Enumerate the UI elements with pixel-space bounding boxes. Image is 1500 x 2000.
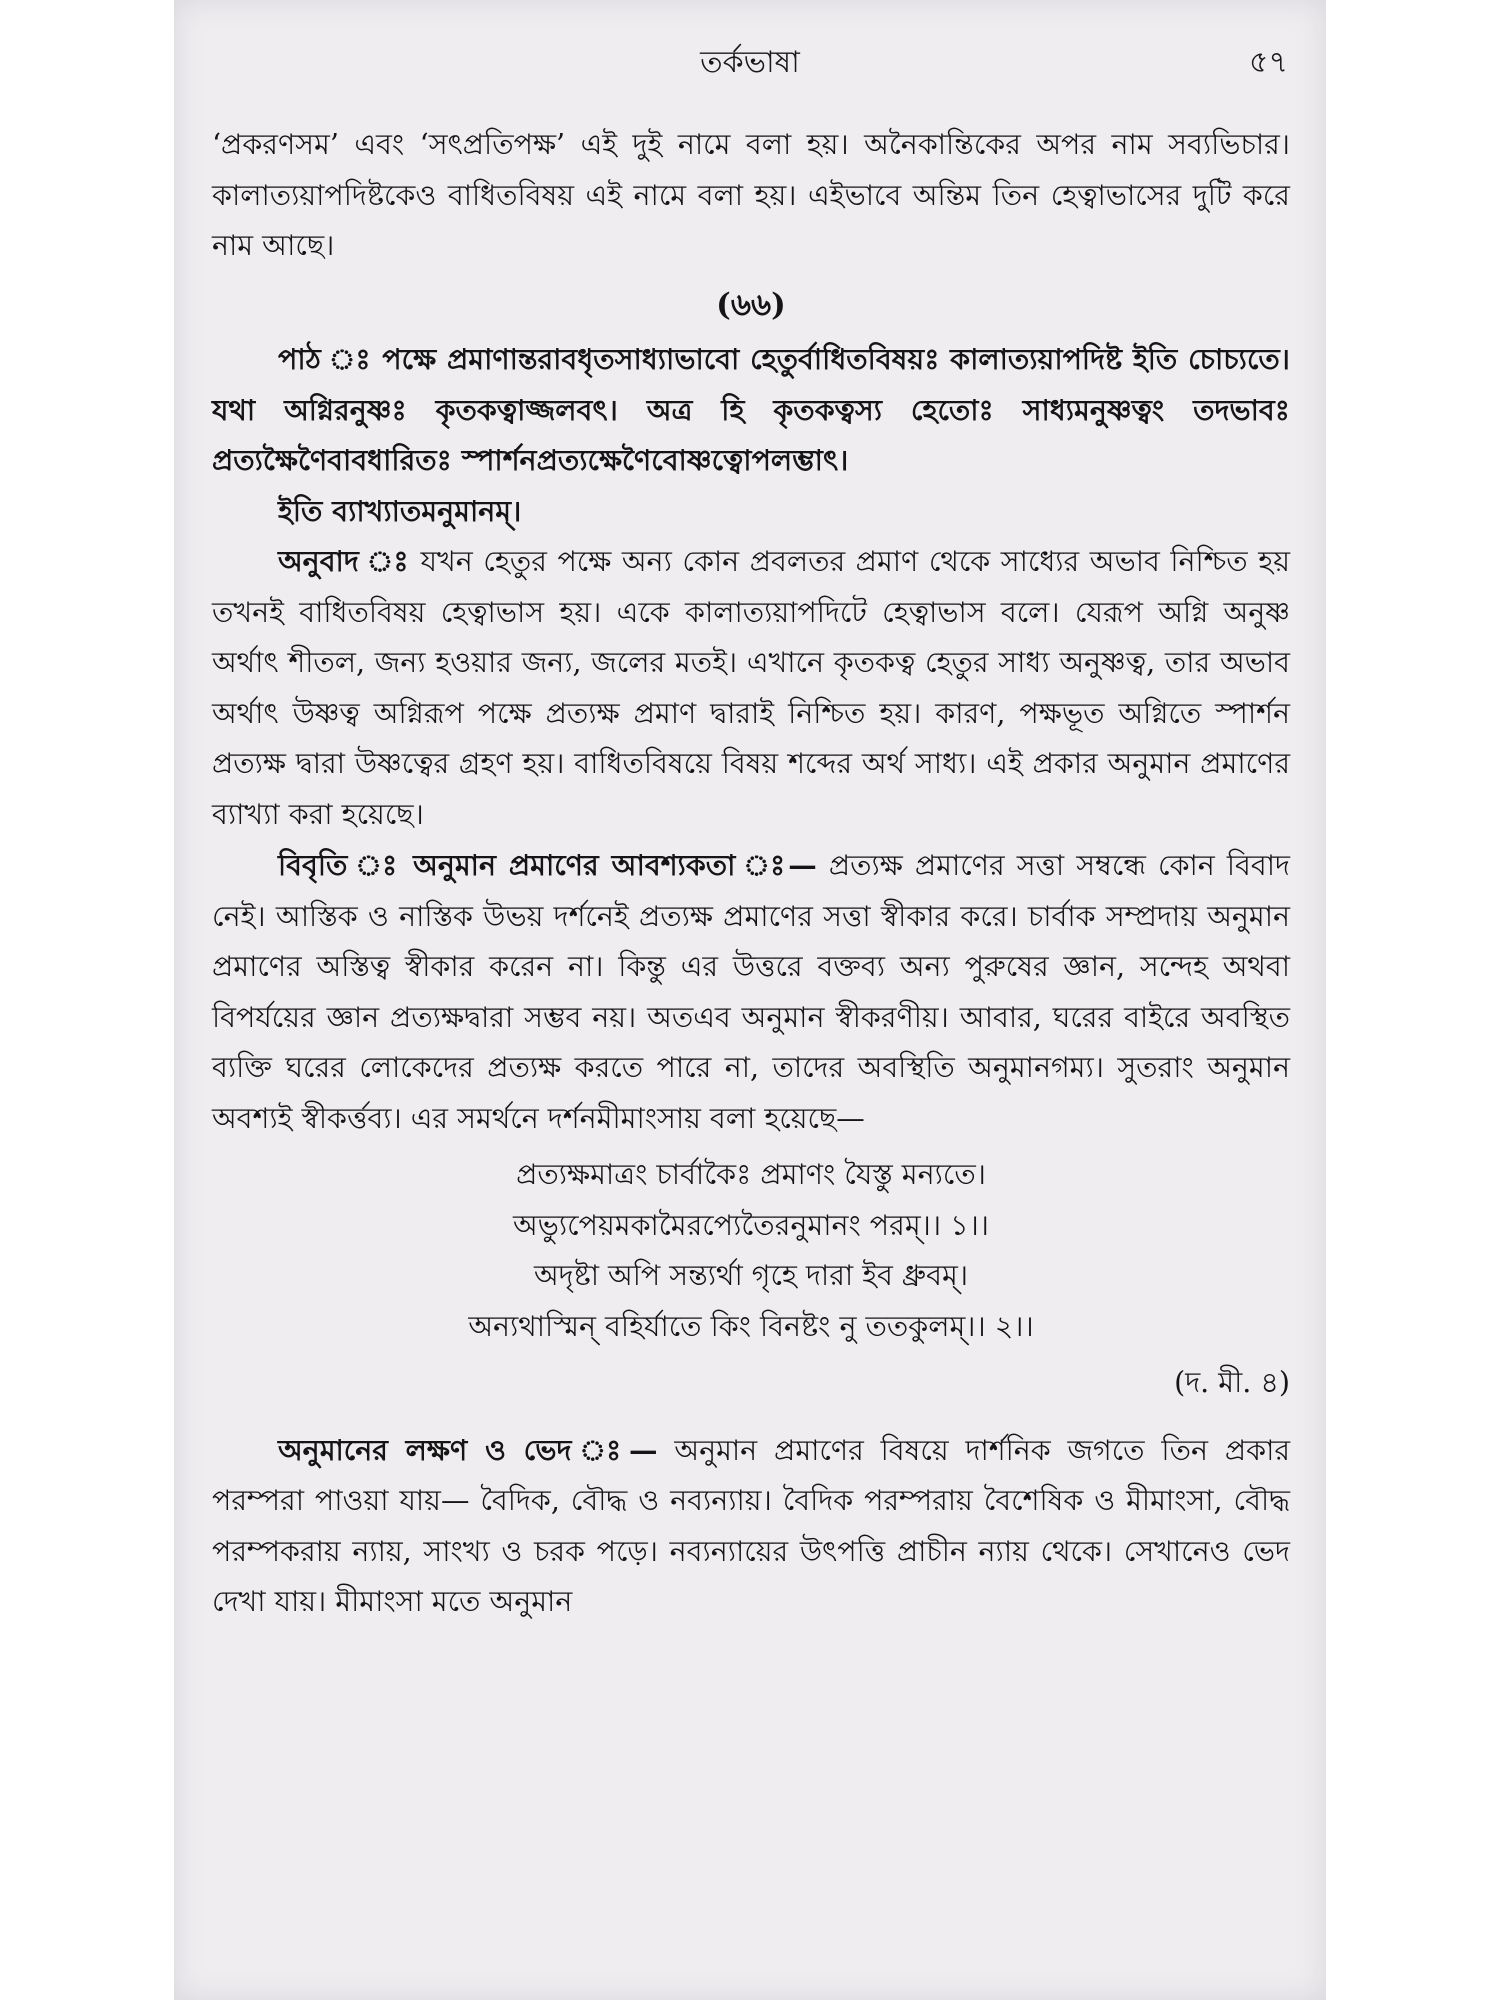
- text-label: পাঠ ঃ: [278, 342, 372, 376]
- definition-paragraph: [212, 1425, 1290, 1628]
- commentary-paragraph: [212, 840, 1290, 1144]
- page-number: ৫৭: [1249, 45, 1288, 80]
- commentary-label: বিবৃতি ঃ অনুমান প্রমাণের আবশ্যকতা ঃ—: [278, 848, 817, 882]
- page-body: [212, 120, 1290, 1628]
- translation-body: যখন হেতুর পক্ষে অন্য কোন প্রবলতর প্রমাণ থেকে সাধ্যের অভাব নিশ্চিত হয় তখনই বাধিতবিষয় হেত্বাভাস হয়। একে কালাত্যয়াপদিটে হেত্বাভাস বলে। যেরূপ অগ্নি অনুষ্ণ অর্থাৎ শীতল, জন্য হওয়ার জন্য, জলের মতই। এখানে কৃতকত্ব হেতুর সাধ্য অনুষ্ণত্ব, তার অভাব অর্থাৎ উষ্ণত্ব অগ্নিরূপ পক্ষে প্রত্যক্ষ প্রমাণ দ্বারাই নিশ্চিত হয়। কারণ, পক্ষভূত অগ্নিতে স্পার্শন প্রত্যক্ষ দ্বারা উষ্ণত্বের গ্রহণ হয়। বাধিতবিষয়ে বিষয় শব্দের অর্থ সাধ্য। এই প্রকার অনুমান প্রমাণের ব্যাখ্যা করা হয়েছে।: [212, 545, 1290, 831]
- definition-label: অনুমানের লক্ষণ ও ভেদ ঃ—: [278, 1432, 658, 1467]
- verse-citation: (দ. মী. ৪): [1174, 1366, 1290, 1399]
- definition-body: অনুমান প্রমাণের বিষয়ে দার্শনিক জগতে তিন প্রকার পরম্পরা পাওয়া যায়— বৈদিক, বৌদ্ধ ও নব্যন্যায়। বৈদিক পরম্পরায় বৈশেষিক ও মীমাংসা, বৌদ্ধ পরম্পকরায় ন্যায়, সাংখ্য ও চরক পড়ে। নব্যন্যায়ের উৎপত্তি প্রাচীন ন্যায় থেকে। সেখানেও ভেদ দেখা যায়। মীমাংসা মতে অনুমান: [212, 1433, 1291, 1618]
- sanskrit-text-close: ইতি ব্যাখ্যাতমনুমানম্।: [278, 493, 522, 528]
- verse-line: অদৃষ্টা অপি সন্ত্যর্থা গৃহে দারা ইব ধ্রুবম্।: [533, 1259, 969, 1292]
- commentary-body: প্রত্যক্ষ প্রমাণের সত্তা সম্বন্ধে কোন বিবাদ নেই। আস্তিক ও নাস্তিক উভয় দর্শনেই প্রত্যক্ষ প্রমাণের সত্তা স্বীকার করে। চার্বাক সম্প্রদায় অনুমান প্রমাণের অস্তিত্ব স্বীকার করেন না। কিন্তু এর উত্তরে বক্তব্য অন্য পুরুষের জ্ঞান, সন্দেহ অথবা বিপর্যয়ের জ্ঞান প্রত্যক্ষদ্বারা সম্ভব নয়। অতএব অনুমান স্বীকরণীয়। আবার, ঘরের বাইরে অবস্থিত ব্যক্তি ঘরের লোকেদের প্রত্যক্ষ করতে পারে না, তাদের অবস্থিতি অনুমানগম্য। সুতরাং অনুমান অবশ্যই স্বীকর্ত্তব্য। এর সমর্থনে দর্শনমীমাংসায় বলা হয়েছে—: [212, 849, 1290, 1135]
- page-header: [174, 38, 1326, 88]
- verse-line: প্রত্যক্ষমাত্রং চার্বাকৈঃ প্রমাণং যৈস্তু মন্যতে।: [516, 1158, 986, 1191]
- translation-label: অনুবাদ ঃ: [278, 544, 411, 578]
- sanskrit-text-paragraph: [212, 334, 1290, 486]
- verse-line: অন্যথাস্মিন্ বহির্যাতে কিং বিনষ্টং নু ততকুলম্।। ২।।: [468, 1309, 1034, 1343]
- verse-line: অভ্যুপেয়মকামৈরপ্যেতৈরনুমানং পরম্।। ১।।: [513, 1208, 989, 1242]
- sanskrit-text-body: পক্ষে প্রমাণান্তরাবধৃতসাধ্যাভাবো হেতুর্বাধিতবিষয়ঃ কালাত্যয়াপদিষ্ট ইতি চোচ্যতে। যথা অগ্নিরনুষ্ণঃ কৃতকত্বাজ্জলবৎ। অত্র হি কৃতকত্বস্য হেতোঃ সাধ্যমনুষ্ণত্বং তদভাবঃ প্রত্যক্ষৈণৈবাবধারিতঃ স্পার্শনপ্রত্যক্ষেণৈবোষ্ণত্বোপলম্ভাৎ।: [212, 342, 1290, 477]
- translation-paragraph: [212, 536, 1290, 840]
- intro-paragraph: ‘প্রকরণসম’ এবং ‘সৎপ্রতিপক্ষ’ এই দুই নামে বলা হয়। অনৈকান্তিকের অপর নাম সব্যভিচার। কালাত্যয়াপদিষ্টকেও বাধিতবিষয় এই নামে বলা হয়। এইভাবে অন্তিম তিন হেত্বাভাসের দুটি করে নাম আছে।: [212, 128, 1290, 262]
- section-number: (৬৬): [716, 286, 786, 323]
- book-page: [174, 0, 1326, 2000]
- running-title: তর্কভাষা: [700, 45, 800, 80]
- verse-block: [212, 1150, 1290, 1352]
